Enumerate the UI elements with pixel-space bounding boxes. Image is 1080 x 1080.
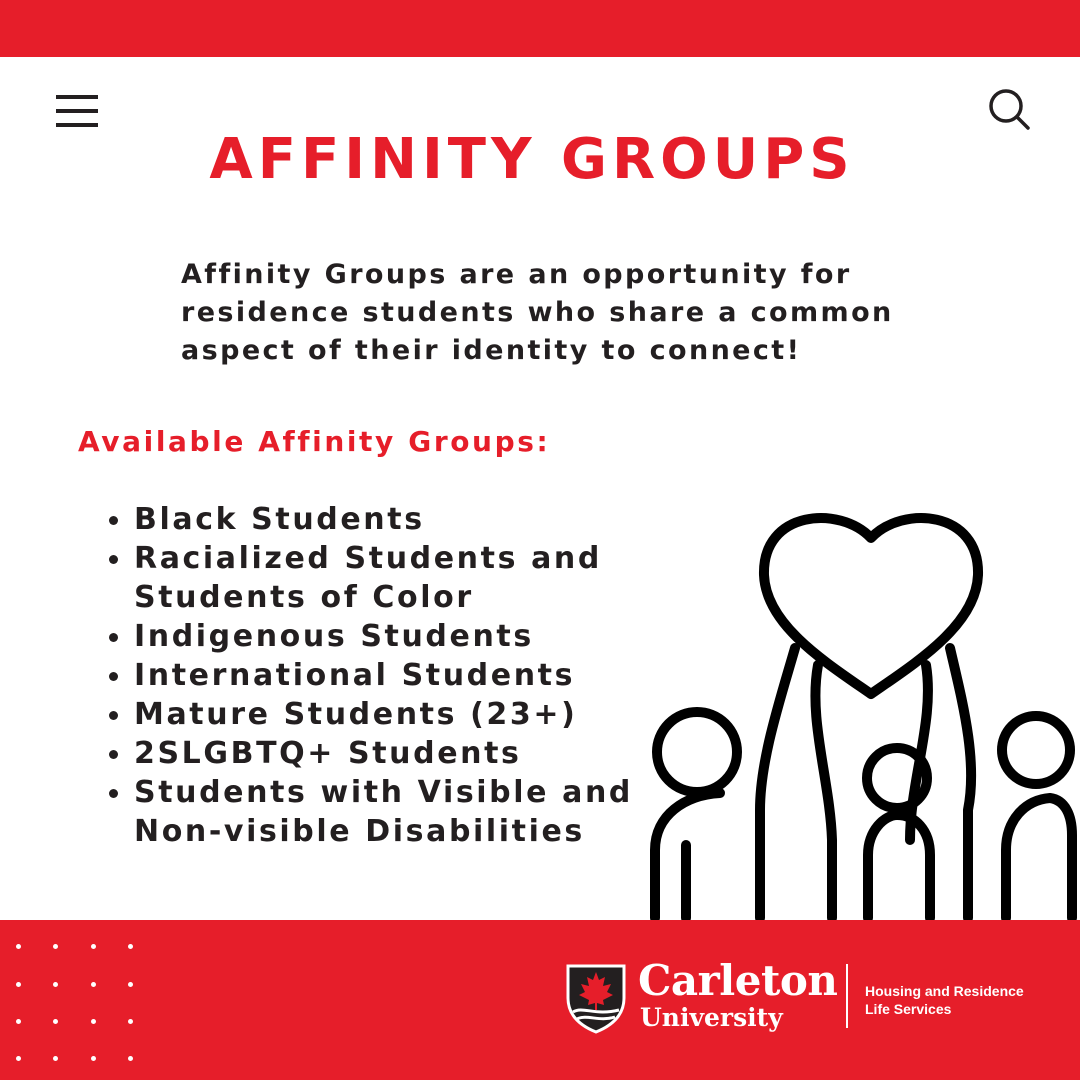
list-item: Indigenous Students — [134, 617, 654, 656]
hamburger-menu-icon[interactable] — [56, 95, 98, 129]
logo-name: Carleton — [638, 956, 838, 1005]
list-item: International Students — [134, 656, 654, 695]
top-band — [0, 0, 1080, 57]
footer-divider — [846, 964, 848, 1028]
affinity-group-list — [134, 500, 654, 851]
list-item: 2SLGBTQ+ Students — [134, 734, 654, 773]
list-item: Students with Visible and Non-visible Disabilities — [134, 773, 654, 851]
decorative-dot-grid — [14, 940, 144, 1070]
list-item: Mature Students (23+) — [134, 695, 654, 734]
page-title: AFFINITY GROUPS — [209, 127, 855, 192]
intro-text: Affinity Groups are an opportunity for residence students who share a common aspect of their identity to connect! — [181, 259, 894, 366]
logo-subtitle: University — [640, 1003, 783, 1032]
department-line-1: Housing and Residence — [865, 983, 1024, 999]
heart-community-icon — [630, 495, 1080, 925]
list-item: Racialized Students and Students of Color — [134, 539, 654, 617]
carleton-crest-icon — [565, 962, 627, 1034]
department-name — [865, 982, 1024, 1018]
carleton-wordmark — [638, 958, 837, 1032]
list-item: Black Students — [134, 500, 654, 539]
groups-heading: Available Affinity Groups: — [78, 425, 551, 458]
department-line-2: Life Services — [865, 1001, 952, 1017]
